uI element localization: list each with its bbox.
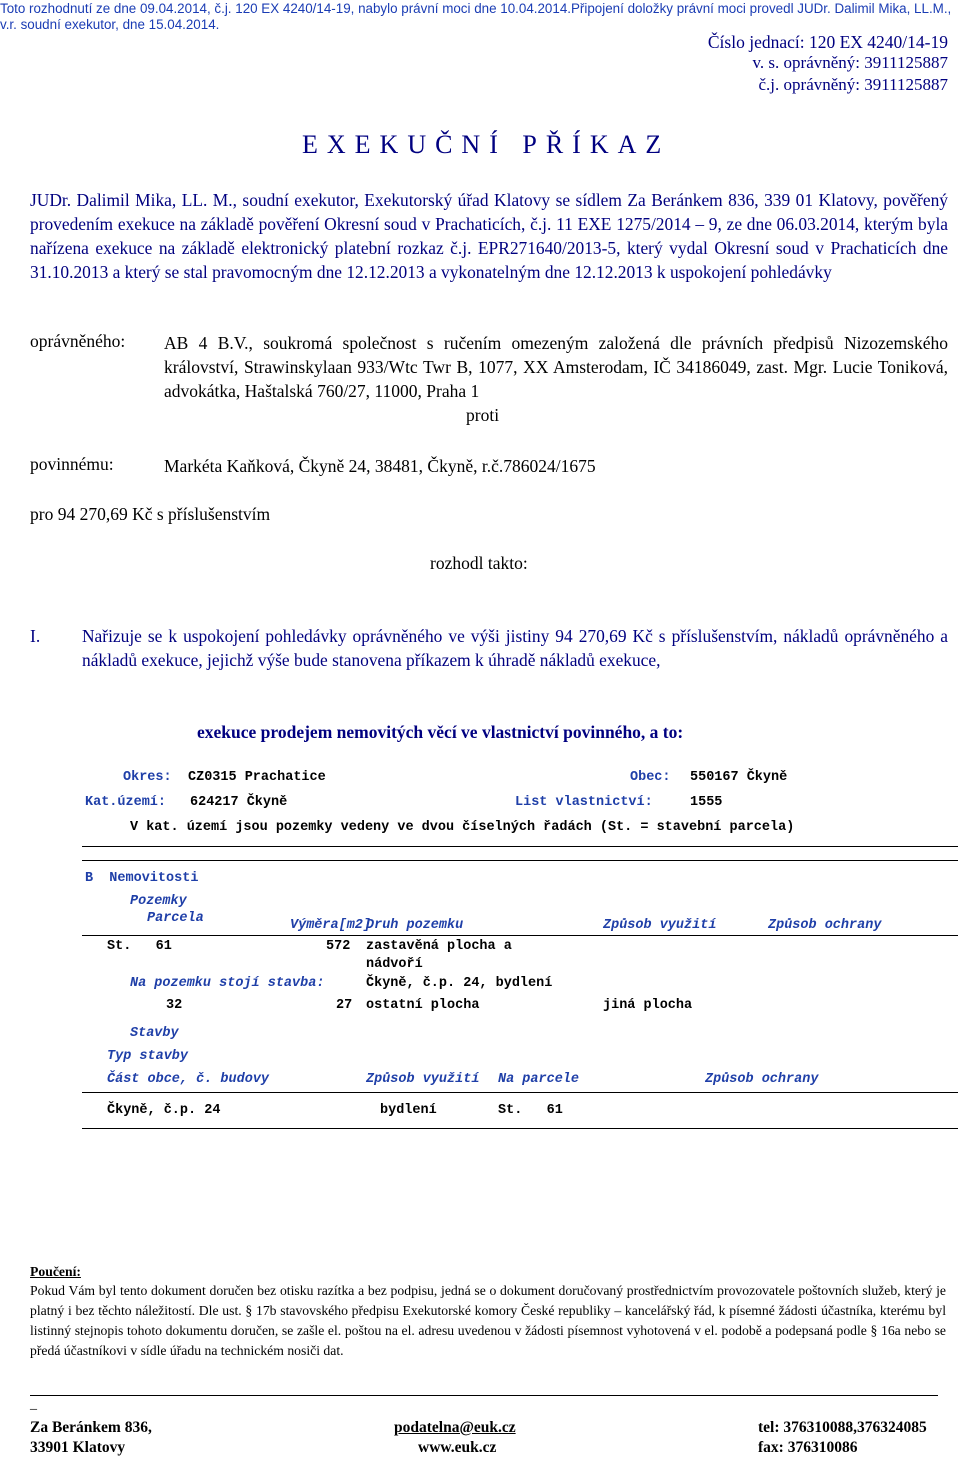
pouceni-heading: Poučení: [30, 1264, 81, 1279]
row2-parcel: 32 [166, 998, 183, 1013]
footer-fax: fax: 376310086 [758, 1439, 858, 1456]
debtor-text: Markéta Kaňková, Čkyně 24, 38481, Čkyně, r.č.786024/1675 [164, 456, 596, 476]
col-cast: Část obce, č. budovy [107, 1072, 270, 1087]
footer-email-link[interactable]: podatelna@euk.cz [394, 1419, 516, 1436]
row1-druh-cont: nádvoří [366, 957, 423, 972]
stavby-heading: Stavby [130, 1026, 179, 1041]
legal-force-notice: Toto rozhodnutí ze dne 09.04.2014, č.j. 120 EX 4240/14-19, nabylo právní moci dne 10.04.2014.Připojení doložky právní moci provedl JUDr. Dalimil Mika, LL.M., v.r. soudní exekutor, dne 15.04.2014. [0, 1, 952, 32]
divider [82, 935, 958, 936]
footer-phone: tel: 376310088,376324085 [758, 1419, 927, 1436]
col-zpusob: Způsob využití [603, 918, 717, 933]
okres-label: Okres: [123, 770, 172, 785]
col-druh: Druh pozemku [366, 918, 464, 933]
col-vymera: Výměra[m2] [290, 918, 372, 933]
obec-label: Obec: [630, 770, 671, 785]
col-ochrana: Způsob ochrany [768, 918, 882, 933]
building-use: bydlení [380, 1103, 437, 1118]
row2-zpusob: jiná plocha [603, 998, 693, 1013]
creditor-label: oprávněného: [30, 331, 126, 351]
row1-area: 572 [326, 939, 351, 954]
footer-address-2: 33901 Klatovy [30, 1439, 126, 1456]
divider [82, 1092, 958, 1093]
obec-value: 550167 Čkyně [690, 770, 788, 785]
col-ochrana-2: Způsob ochrany [705, 1072, 819, 1087]
typ-heading: Typ stavby [107, 1049, 189, 1064]
parcela-heading: Parcela [147, 911, 204, 926]
divider [82, 846, 958, 847]
stavba-label: Na pozemku stojí stavba: [130, 976, 325, 991]
decided-text: rozhodl takto: [430, 553, 528, 573]
building-parcel: St. 61 [498, 1103, 563, 1118]
proti-text: proti [466, 405, 500, 425]
divider [82, 1128, 958, 1129]
building-name: Čkyně, č.p. 24 [107, 1103, 221, 1118]
row2-area: 27 [336, 998, 353, 1013]
lv-label: List vlastnictví: [515, 795, 653, 810]
col-zpusob-2: Způsob využití [366, 1072, 480, 1087]
registry-note: V kat. území jsou pozemky vedeny ve dvou číselných řadách (St. = stavební parcela) [130, 820, 795, 835]
kat-label: Kat.území: [85, 795, 167, 810]
kat-value: 624217 Čkyně [190, 795, 288, 810]
order-text: Nařizuje se k uspokojení pohledávky oprávněného ve výši jistiny 94 270,69 Kč s příslušenstvím, nákladů oprávněného a nákladů exekuce, jejichž výše bude stanovena příkazem k úhradě nákladů exekuce, [82, 626, 948, 670]
col-na-parcele: Na parcele [498, 1072, 580, 1087]
okres-value: CZ0315 Prachatice [188, 770, 326, 785]
pouceni-text: Pokud Vám byl tento dokument doručen bez otisku razítka a bez podpisu, jedná se o dokument doručovaný prostřednictvím provozovatele poštovních služeb, který je platný i bez těchto náležitostí. Dle ust. § 17b stavovského předpisu Exekutorské komory České republiky – kancelářský řád, k písemné žádosti účastníka, kterému byl listinný stejnopis tohoto dokumentu doručen, se zašle el. poštou na el. adresu uvedenou v žádosti písemnost vyhotovená v el. podobě a podepsaná podle § 16a nebo se předá účastníkovi v sídle úřadu na technickém nosiči dat. [30, 1283, 946, 1358]
creditor-text: AB 4 B.V., soukromá společnost s ručením omezeným založená dle právních předpisů Nizozemského království, Strawinskylaan 933/Wtc Twr B, 1077, XX Amsterodam, IČ 34186049, zast. Mgr. Lucie Toniková, advokátka, Haštalská 760/27, 11000, Praha 1 [164, 333, 948, 401]
divider [82, 860, 958, 861]
case-number: Číslo jednací: 120 EX 4240/14-19 [707, 32, 948, 52]
lv-value: 1555 [690, 795, 723, 810]
cj-number: č.j. oprávněný: 3911125887 [758, 75, 948, 94]
footer-address-1: Za Beránkem 836, [30, 1419, 152, 1436]
debtor-label: povinnému: [30, 454, 114, 474]
section-b-heading: B Nemovitosti [85, 871, 199, 886]
amount-text: pro 94 270,69 Kč s příslušenstvím [30, 504, 271, 524]
order-subtitle: exekuce prodejem nemovitých věcí ve vlastnictví povinného, a to: [197, 722, 684, 742]
vs-number: v. s. oprávněný: 3911125887 [752, 53, 948, 72]
footer-dash: _ [30, 1397, 37, 1412]
row1-parcel: St. 61 [107, 939, 172, 954]
footer-web-link[interactable]: www.euk.cz [418, 1439, 497, 1456]
stavba-value: Čkyně, č.p. 24, bydlení [366, 976, 553, 991]
order-number: I. [30, 626, 41, 646]
document-title: EXEKUČNÍ PŘÍKAZ [302, 130, 671, 159]
intro-paragraph: JUDr. Dalimil Mika, LL. M., soudní exekutor, Exekutorský úřad Klatovy se sídlem Za Beránkem 836, 339 01 Klatovy, pověřený provedením exekuce na základě pověření Okresní soud v Prachaticích, č.j. 11 EXE 1275/2014 – 9, ze dne 06.03.2014, kterým byla nařízena exekuce na základě elektronický platební rozkaz č.j. EPR271640/2013-5, který vydal Okresní soud v Prachaticích dne 31.10.2013 a který se stal pravomocným dne 12.12.2013 a vykonatelným dne 12.12.2013 k uspokojení pohledávky [30, 190, 948, 282]
row2-druh: ostatní plocha [366, 998, 480, 1013]
pozemky-heading: Pozemky [130, 894, 187, 909]
footer-rule [30, 1395, 938, 1396]
row1-druh: zastavěná plocha a [366, 939, 512, 954]
